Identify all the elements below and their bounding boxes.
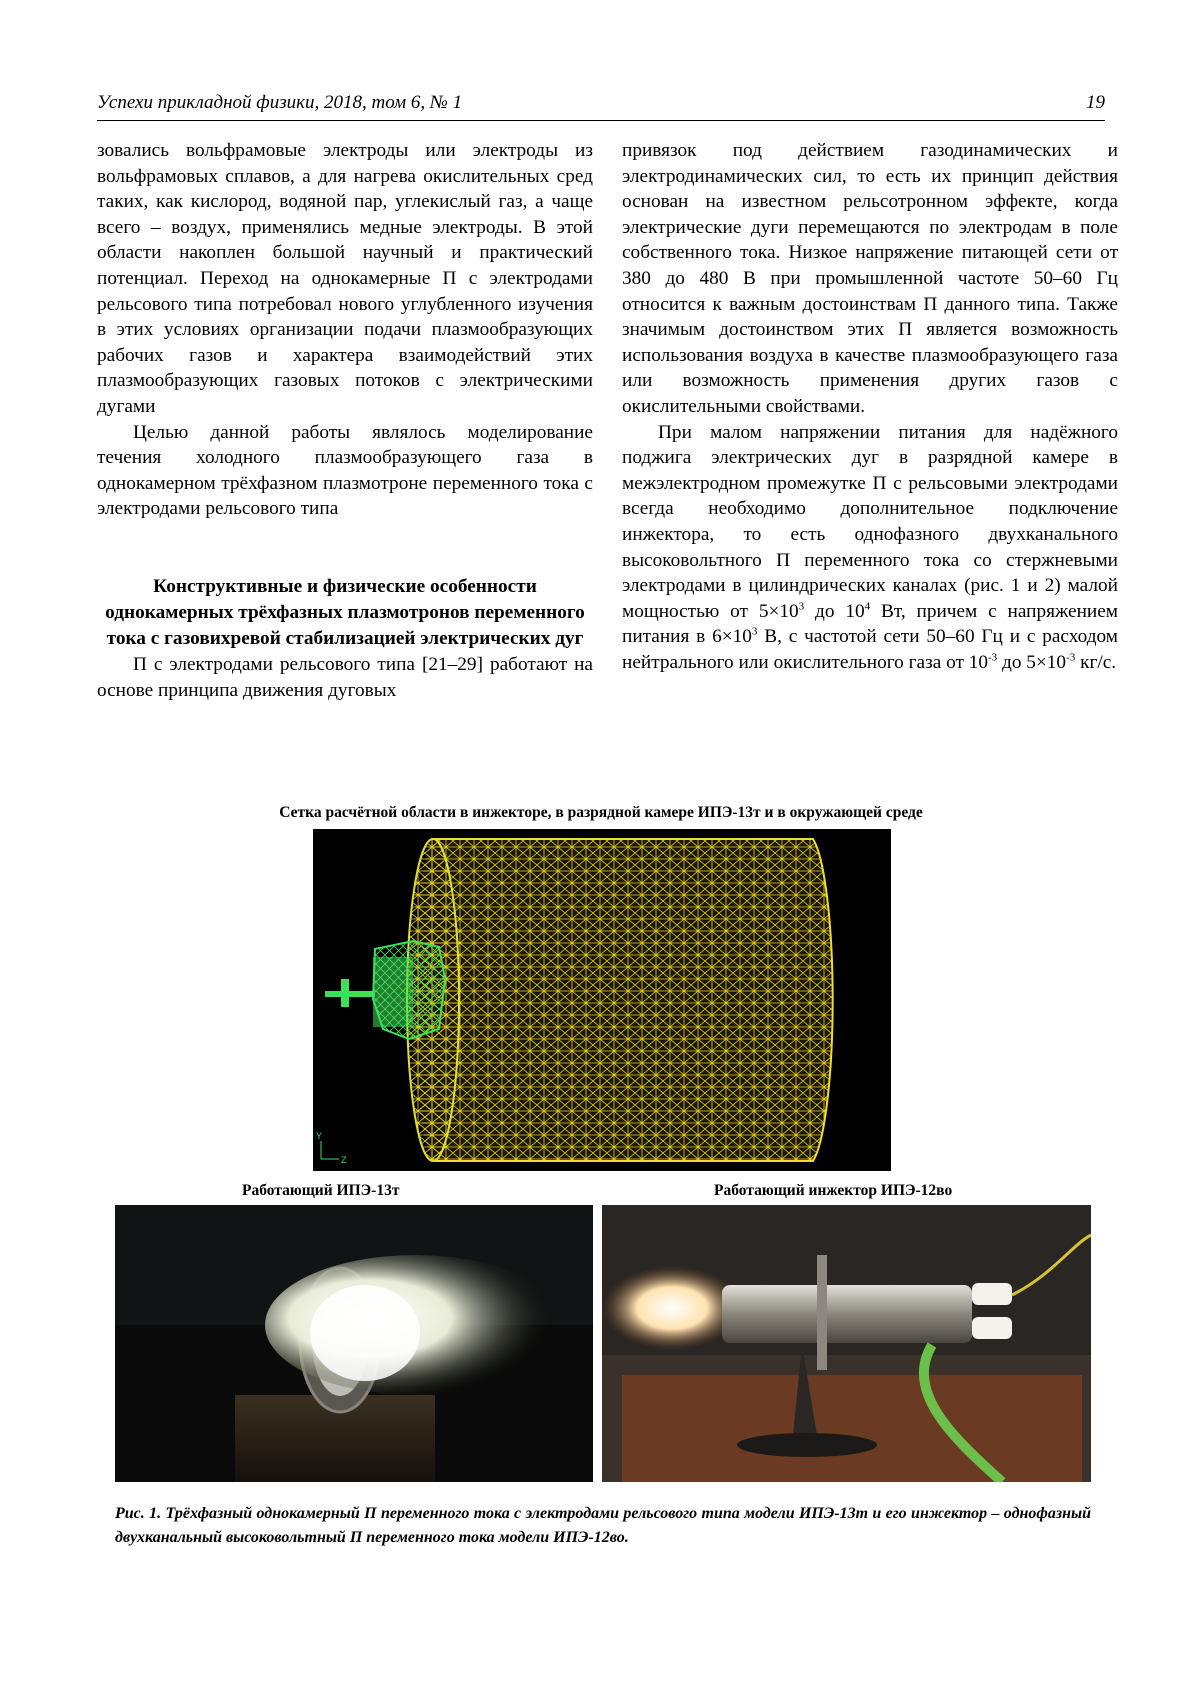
journal-reference: Успехи прикладной физики, 2018, том 6, № 1 xyxy=(97,92,462,114)
axis-indicator xyxy=(316,1131,347,1165)
mesh-injector xyxy=(325,941,445,1039)
photo-ipe-13t-drawing xyxy=(115,1205,593,1482)
section-heading: Конструктивные и физические особенности однокамерных трёхфазных плазмотронов переменного тока с газовихревой стабилизацией электрических дуг xyxy=(97,574,593,652)
running-header xyxy=(97,92,1105,122)
svg-text:Z: Z xyxy=(341,1155,347,1165)
paragraph: П с электродами рельсового типа [21–29] работают на основе принципа движения дуговых xyxy=(97,652,593,703)
paragraph: зовались вольфрамовые электроды или электроды из вольфрамовых сплавов, а для нагрева окислительных сред таких, как кислород, водяной пар, углекислый газ, а чаще всего – воздух, применялись медные электроды. В этой области накоплен большой научный и практический потенциал. Переход на однокамерные П с электродами рельсового типа потребовал нового углубленного изучения в этих условиях организации подачи плазмообразующих рабочих газов и характера взаимодействий этих плазмообразующих газовых потоков с электрическими дугами xyxy=(97,138,593,420)
photo-ipe-12vo-drawing xyxy=(602,1205,1091,1482)
figure-caption: Рис. 1. Трёхфазный однокамерный П переменного тока с электродами рельсового типа модели ИПЭ-13т и его инжектор – однофазный двухканальный высоковольтный П переменного тока модели ИПЭ-12во. xyxy=(115,1502,1091,1550)
left-column xyxy=(97,138,593,703)
header-rule xyxy=(97,120,1105,121)
right-column xyxy=(622,138,1118,675)
photo-ipe-13t xyxy=(115,1205,593,1482)
mesh-cylinder xyxy=(403,829,853,1171)
paragraph: При малом напряжении питания для надёжного поджига электрических дуг в разрядной камере в межэлектродном промежутке П с рельсовыми электродами всегда необходимо дополнительное подключение инжектора, то есть однофазного двухканального высоковольтного П переменного тока со стержневыми электродами в цилиндрических каналах (рис. 1 и 2) малой мощностью от 5×103 до 104 Вт, причем с напряжением питания в 6×103 В, с частотой сети 50–60 Гц и с расходом нейтрального или окислительного газа от 10-3 до 5×10-3 кг/с. xyxy=(622,420,1118,676)
paragraph: Целью данной работы являлось моделирование течения холодного плазмообразующего газа в однокамерном трёхфазном плазмотроне переменного тока с электродами рельсового типа xyxy=(97,420,593,522)
paragraph: привязок под действием газодинамических и электродинамических сил, то есть их принцип действия основан на известном рельсотронном эффекте, когда электрические дуги перемещаются по электродам в поле собственного тока. Низкое напряжение питающей сети от 380 до 480 В при промышленной частоте 50–60 Гц относится к важным достоинствам П данного типа. Также значимым достоинством этих П является возможность использования воздуха в качестве плазмообразующего газа или возможность применения других газов с окислительными свойствами. xyxy=(622,138,1118,420)
mesh-figure-title: Сетка расчётной области в инжекторе, в разрядной камере ИПЭ-13т и в окружающей среде xyxy=(97,804,1105,822)
right-photo-title: Работающий инжектор ИПЭ-12во xyxy=(714,1182,952,1200)
photo-ipe-12vo xyxy=(602,1205,1091,1482)
mesh-image xyxy=(313,829,891,1171)
mesh-drawing xyxy=(313,829,891,1171)
page-number: 19 xyxy=(1086,92,1105,114)
svg-text:Y: Y xyxy=(316,1131,322,1141)
left-photo-title: Работающий ИПЭ-13т xyxy=(242,1182,399,1200)
